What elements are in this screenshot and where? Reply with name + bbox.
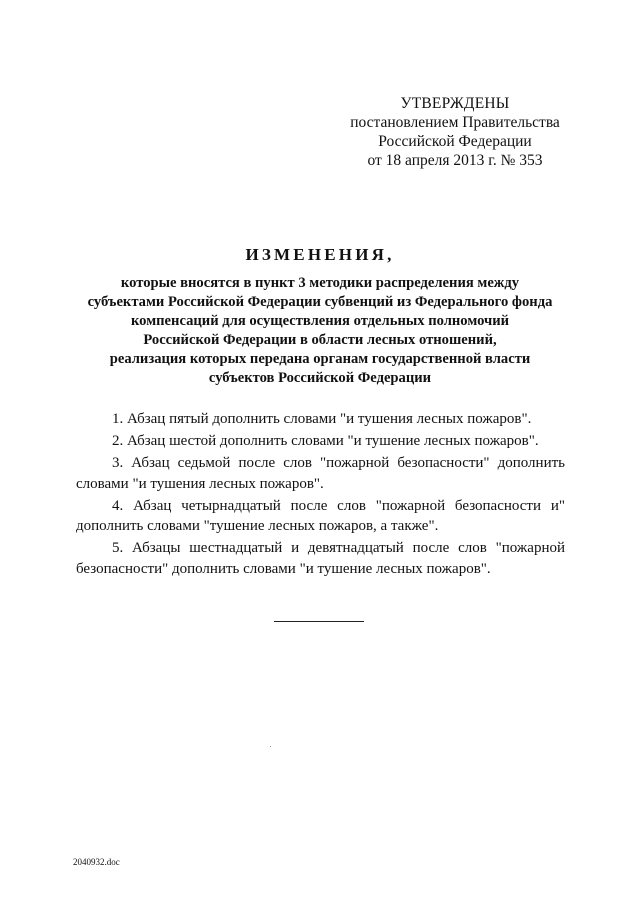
amendment-line: 5. Абзацы шестнадцатый и девятнадцатый после слов "пожарной bbox=[112, 540, 565, 556]
approval-status: УТВЕРЖДЕНЫ bbox=[400, 95, 510, 112]
document-heading: ИЗМЕНЕНИЯ, bbox=[245, 245, 395, 264]
subtitle-line: субъектов Российской Федерации bbox=[208, 370, 432, 386]
approval-block bbox=[330, 94, 580, 170]
amendment-item-1 bbox=[76, 409, 565, 430]
amendment-item-3 bbox=[76, 453, 565, 494]
subtitle-line: компенсаций для осуществления отдельных полномочий bbox=[130, 313, 510, 329]
approval-line-3: от 18 апреля 2013 г. № 353 bbox=[367, 152, 543, 169]
approval-line-1: постановлением Правительства bbox=[350, 114, 560, 131]
amendment-line: 4. Абзац четырнадцатый после слов "пожарной безопасности и" bbox=[112, 497, 565, 514]
amendment-item-4 bbox=[76, 496, 565, 537]
subtitle-line: реализация которых передана органам государственной власти bbox=[109, 351, 531, 367]
subtitle-line: субъектами Российской Федерации субвенций из Федерального фонда bbox=[87, 294, 553, 310]
subtitle-line: которые вносятся в пункт 3 методики распределения между bbox=[120, 275, 520, 291]
scan-speck bbox=[270, 746, 271, 747]
subtitle-line: Российской Федерации в области лесных отношений, bbox=[143, 332, 497, 348]
amendment-item-5 bbox=[76, 538, 565, 579]
amendment-line: безопасности" дополнить словами "и тушение лесных пожаров". bbox=[76, 560, 491, 577]
amendment-line: словами "и тушения лесных пожаров". bbox=[76, 475, 324, 492]
document-subtitle bbox=[60, 274, 580, 388]
amendment-item-2 bbox=[76, 431, 565, 452]
amendment-line: 2. Абзац шестой дополнить словами "и тушение лесных пожаров". bbox=[112, 433, 539, 449]
amendment-line: 1. Абзац пятый дополнить словами "и тушения лесных пожаров". bbox=[112, 411, 532, 427]
closing-rule bbox=[274, 621, 364, 622]
file-name: 2040932.doc bbox=[73, 857, 120, 867]
amendment-line: 3. Абзац седьмой после слов "пожарной безопасности" дополнить bbox=[112, 455, 565, 471]
approval-line-2: Российской Федерации bbox=[378, 133, 532, 150]
amendment-line: дополнить словами "тушение лесных пожаров, а также". bbox=[76, 518, 439, 534]
amendments-list bbox=[76, 409, 565, 581]
